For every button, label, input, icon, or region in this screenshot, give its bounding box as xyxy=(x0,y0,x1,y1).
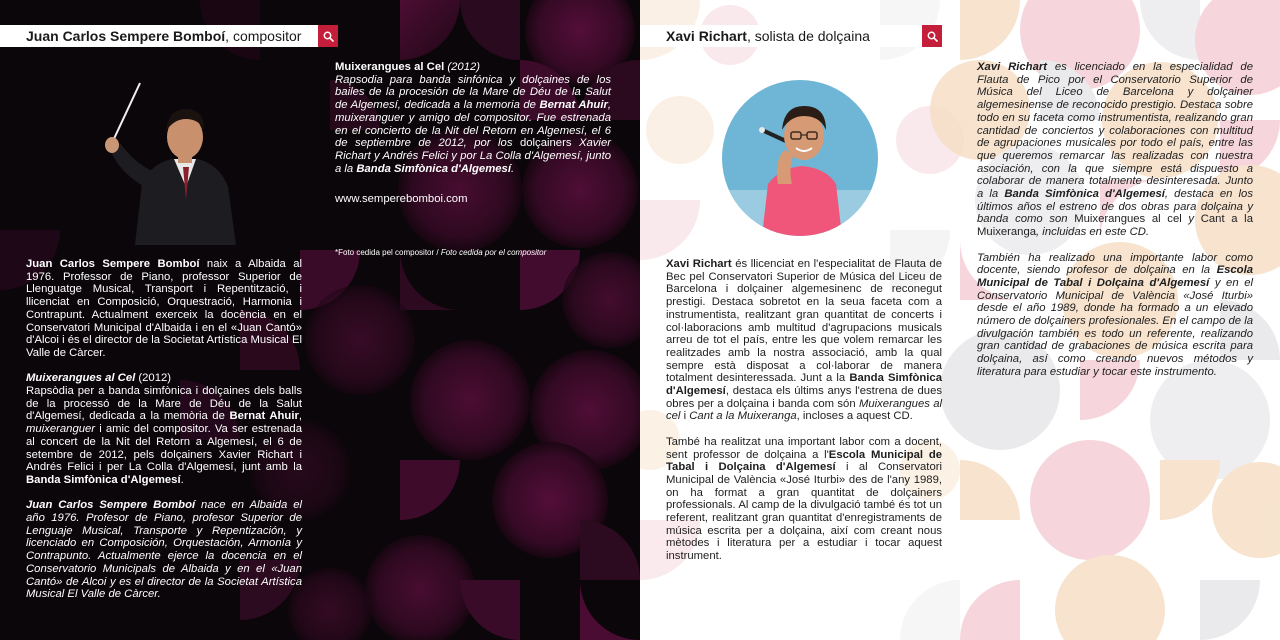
soloist-es-work-1: Muixerangues al cel xyxy=(1074,213,1182,226)
piece-ca-text-4: . xyxy=(180,473,184,486)
piece-ca-banda: Banda Simfònica d'Algemesí xyxy=(26,473,181,486)
piece-es-text-4: . xyxy=(510,162,515,175)
piece-ca-text-2: , xyxy=(298,410,302,423)
soloist-ca-text-3: i xyxy=(680,410,690,423)
piece-es-dedicatee: Bernat Ahuir xyxy=(539,99,608,112)
soloist-ca-banda: Banda Simfònica d'Algemesí xyxy=(666,372,942,398)
soloist-ca-paragraph-2 xyxy=(666,436,942,563)
soloist-es-text-3: y xyxy=(1181,213,1201,226)
soloist-ca-text-4: , incloses a aquest CD. xyxy=(796,410,913,423)
photo-credit-sep: / xyxy=(434,248,441,257)
bio-ca-text: naix a Albaida al 1976. Professor de Piano, professor Superior de Llenguatge Musical, Transport i Repentització, i llicenciat en Composició, Orquestració, Harmonia i Contrapunt. Actualment exerceix la docència en el Conservatori Municipal d'Albaida i en el «Juan Cantó» d'Alcoi i és el director de la Societat Artística Musical El Valle de Càrcer. xyxy=(26,258,302,359)
piece-es-year: (2012) xyxy=(444,61,481,73)
piece-ca-dedicatee: Bernat Ahuir xyxy=(229,410,299,423)
soloist-es-text-1: es licenciado en la especialidad de Flauta de Pico por el Conservatorio Superior de Música del Liceo de Barcelona y dolçainer algemesinense de reconocido prestigio. Destaca sobre todo en su faceta como instrumentista, realizando gran cantidad de conciertos y colaboraciones con multitud de agrupaciones musicales por todo el país, entre las que queremos remarcar las realizadas con nuestra asociación, con la que siempre está dispuesto a colaborar de manera totalmente desinteresada. Junto a la xyxy=(977,61,1253,201)
left-main-column xyxy=(26,258,302,601)
soloist-ca2-school: Escola Municipal de Tabal i Dolçaina d'Algemesí xyxy=(666,448,942,474)
soloist-ca2-text-2: i al Conservatori Municipal de València «José Iturbi» des de l'any 1989, on ha format a gran quantitat de dolçainers professionals. Al camp de la divulgació també és tot un referent, realitzant gran quantitat d'enregistraments de música escrita per a dolçaina, així com creant nous mètodes i literatura per a estudiar i tocar aquest instrument. xyxy=(666,461,943,563)
search-icon xyxy=(323,31,334,42)
soloist-es2-text-2: y en el Conservatorio Municipal de València «José Iturbi» desde el año 1989, donde ha formado a un elevado número de dolçainers profesionales. En el campo de la divulgación también es todo un referente, realizando gran cantidad de grabaciones de música escrita para dolçaina, así como creando nuevos métodos y literatura para estudiar y tocar este instrumento. xyxy=(977,276,1253,378)
left-header-bar xyxy=(0,25,318,47)
soloist-illustration xyxy=(722,80,878,236)
piece-es-banda: Banda Simfònica d'Algemesí xyxy=(356,162,511,175)
soloist-es-banda: Banda Simfònica d'Algemesí xyxy=(1004,188,1165,201)
website-link[interactable]: www.semperebomboi.com xyxy=(335,193,468,205)
photo-credit-ca: *Foto cedida pel compositor xyxy=(335,248,435,257)
piece-es-text-1: Rapsodia para banda sinfónica y dolçaines de los bailes de la procesión de la Mare de Déu de la Salut de Algemesí, dedicada a la memoria de xyxy=(335,73,611,112)
piece-es-block xyxy=(335,61,611,175)
left-header-role: , compositor xyxy=(225,28,302,44)
piece-ca-muixeranguer: muixeranguer xyxy=(26,423,96,436)
piece-ca-text-1: Rapsòdia per a banda simfònica i dolçaines dels balls de la processó de la Mare de Déu de la Salut d'Algemesí, dedicada a la memòria de xyxy=(26,385,302,423)
piece-ca-title: Muixerangues al Cel xyxy=(26,372,136,385)
piece-ca-year: (2012) xyxy=(135,372,172,385)
piece-ca-text-3: i amic del compositor. Va ser estrenada al concert de la Nit del Retorn a Algemesí, el 6 de setembre de 2012, pels dolçainers Xavier Richart i Andrés Felici i per La Colla d'Algemesí, junt amb la xyxy=(26,423,302,474)
right-es-column xyxy=(977,61,1253,379)
soloist-photo xyxy=(722,80,878,236)
soloist-es2-school: Escola Municipal de Tabal i Dolçaina d'Algemesí xyxy=(977,264,1253,289)
conductor-photo xyxy=(90,75,240,245)
bio-es-name: Juan Carlos Sempere Bomboí xyxy=(26,499,196,512)
soloist-es2-text-1: También ha realizado una importante labor como docente, siendo profesor de dolçaina en la xyxy=(977,251,1253,277)
right-header-name: Xavi Richart xyxy=(666,28,747,44)
piece-es-dolcainers: dolçainers xyxy=(519,137,572,150)
soloist-es-text-4: , incluidas en este CD. xyxy=(1036,226,1150,239)
soloist-ca-paragraph-1 xyxy=(666,258,942,423)
piece-es-text-2: , muixeranguer y amigo del compositor. Fue estrenada en el concierto de la Nit del Retorn en Algemesí, el 6 de septiembre de 2012, por los xyxy=(335,99,611,150)
right-page xyxy=(640,0,1280,640)
soloist-ca-work-2: Cant a la Muixeranga xyxy=(689,410,797,423)
bio-es-paragraph xyxy=(26,499,302,601)
conductor-illustration xyxy=(90,75,240,245)
soloist-es-text-2: , destaca en los últimos años el estreno de dos obras para dolçaina y banda como son xyxy=(977,188,1253,226)
photo-credit xyxy=(335,248,546,257)
piece-ca-paragraph xyxy=(26,372,302,486)
piece-es-text-3: Xavier Richart y Andrés Felici y por La Colla d'Algemesí, junto a la xyxy=(335,137,611,175)
soloist-es-work-2: Cant a la Muixeranga xyxy=(977,213,1253,239)
right-header-role: , solista de dolçaina xyxy=(746,28,870,44)
bio-ca-name: Juan Carlos Sempere Bomboí xyxy=(26,258,200,270)
soloist-es-name: Xavi Richart xyxy=(977,61,1048,73)
soloist-ca-text-1: és llicenciat en l'especialitat de Flauta de Bec pel Conservatori Superior de Música del Liceu de Barcelona i dolçainer algemesinenc de reconegut prestigi. Destaca sobretot en la seua faceta com a instrumentista, realitzant gran quantitat de concerts i col·laboracions amb multitud d'agrupacions musicals arreu de tot el país, entre les que volem remarcar les realitzades amb la nostra associació, amb la qual sempre està disposat a col·laborar de manera totalment desinteressada. Junt a la xyxy=(666,258,942,385)
photo-credit-es: Foto cedida por el compositor xyxy=(440,248,547,257)
soloist-es-paragraph-2 xyxy=(977,252,1253,379)
soloist-ca-work-1: Muixerangues al cel xyxy=(666,397,943,423)
right-header-search-button[interactable] xyxy=(922,25,942,47)
right-header-title xyxy=(640,28,870,44)
piece-es-title: Muixerangues al Cel xyxy=(335,61,445,73)
search-icon xyxy=(927,31,938,42)
right-header-bar xyxy=(640,25,922,47)
left-header-search-button[interactable] xyxy=(318,25,338,47)
soloist-es-paragraph-1 xyxy=(977,61,1253,239)
soloist-ca2-text-1: També ha realitzat una important labor com a docent, sent professor de dolçaina a l' xyxy=(666,435,942,461)
left-header-name: Juan Carlos Sempere Bomboí xyxy=(26,28,226,44)
bio-ca-paragraph xyxy=(26,258,302,360)
soloist-ca-name: Xavi Richart xyxy=(666,258,732,270)
bio-es-text: nace en Albaida el año 1976. Profesor de Piano, profesor Superior de Lenguaje Musical, Transporte y Repentización, y licenciado en Composición, Orquestación, Armonía y Contrapunto. Actualmente ejerce la docencia en el Conservatorio Municipals de Albaida y en el «Juan Cantó» de Alcoi y es el director de la Societat Artística Musical El Valle de Càrcer. xyxy=(26,499,302,601)
right-main-column xyxy=(666,258,942,563)
soloist-ca-text-2: , destaca els últims anys l'estrena de dues obres per a dolçaina i banda com són xyxy=(666,385,942,410)
left-header-title xyxy=(0,28,301,44)
